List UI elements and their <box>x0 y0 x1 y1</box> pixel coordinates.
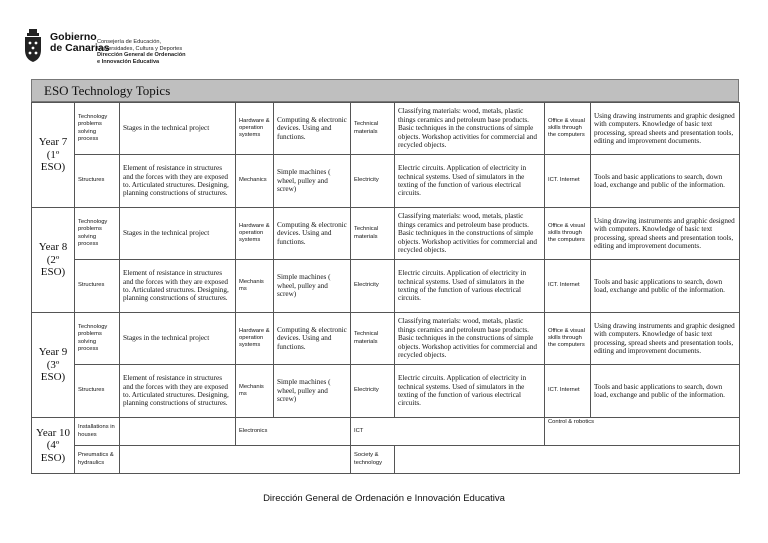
topic-cell: Installations in houses <box>75 418 120 446</box>
empty-cell <box>395 446 740 474</box>
topic-cell: ICT. Internet <box>545 365 591 418</box>
topic-cell: ICT. Internet <box>545 260 591 313</box>
description-cell: Electric circuits. Application of electricity in technical systems. Used of simulators in the texting of the function of various electrical circuits. <box>395 365 545 418</box>
topic-cell: Mechanis ms <box>236 260 274 313</box>
description-cell: Simple machines ( wheel, pulley and screw) <box>274 155 351 208</box>
table-row <box>32 208 740 260</box>
description-cell: Element of resistance in structures and the forces with they are exposed to. Articulated structures. Designing, planning constructions of structures. <box>120 365 236 418</box>
topic-cell: Electricity <box>351 365 395 418</box>
description-cell: Stages in the technical project <box>120 103 236 155</box>
description-cell: Using drawing instruments and graphic designed with computers. Knowledge of basic text processing, spread sheets and presentation tools, editing and improvement documents. <box>591 313 740 365</box>
topic-cell: Mechanics <box>236 155 274 208</box>
description-cell: Element of resistance in structures and the forces with they are exposed to. Articulated structures. Designing, planning constructions of structures. <box>120 260 236 313</box>
empty-cell <box>120 418 236 446</box>
topic-cell: Technology problems solving process <box>75 313 120 365</box>
table-row <box>32 365 740 418</box>
topic-cell: Hardware & operation systems <box>236 313 274 365</box>
topic-cell: Hardware & operation systems <box>236 103 274 155</box>
topic-cell: Technical materials <box>351 103 395 155</box>
topic-cell: Mechanis ms <box>236 365 274 418</box>
topic-cell: Society & technology <box>351 446 395 474</box>
topic-cell: Structures <box>75 260 120 313</box>
description-cell: Simple machines ( wheel, pulley and screw) <box>274 365 351 418</box>
topic-cell: Structures <box>75 365 120 418</box>
description-cell: Tools and basic applications to search, down load, exchange and public of the information. <box>591 260 740 313</box>
table-row <box>32 446 740 474</box>
description-cell: Classifying materials: wood, metals, plastic things ceramics and petroleum base products. Basic techniques in the constructions of simple objects. Workshop activities for commercial and recycled objects. <box>395 313 545 365</box>
description-cell: Simple machines ( wheel, pulley and screw) <box>274 260 351 313</box>
topic-cell: Office & visual skills through the computers <box>545 103 591 155</box>
topics-table <box>31 102 740 474</box>
description-cell: Stages in the technical project <box>120 313 236 365</box>
topic-cell: ICT <box>351 418 545 446</box>
topic-cell: Electricity <box>351 260 395 313</box>
description-cell: Stages in the technical project <box>120 208 236 260</box>
description-cell: Using drawing instruments and graphic designed with computers. Knowledge of basic text processing, spread sheets and presentation tools, editing and improvement documents. <box>591 208 740 260</box>
year-cell: Year 7 (1º ESO) <box>32 103 75 208</box>
description-cell: Computing & electronic devices. Using and functions. <box>274 313 351 365</box>
description-cell: Element of resistance in structures and the forces with they are exposed to. Articulated structures. Designing, planning constructions of structures. <box>120 155 236 208</box>
topic-cell: Hardware & operation systems <box>236 208 274 260</box>
year-cell: Year 9 (3º ESO) <box>32 313 75 418</box>
topic-cell: Office & visual skills through the computers <box>545 208 591 260</box>
page-title: ESO Technology Topics <box>31 79 739 102</box>
topic-cell: Technology problems solving process <box>75 208 120 260</box>
description-cell: Electric circuits. Application of electricity in technical systems. Used of simulators in the texting of the function of various electrical circuits. <box>395 155 545 208</box>
topic-cell: Control & robotics <box>545 418 740 446</box>
description-cell: Tools and basic applications to search, down load, exchange and public of the information. <box>591 155 740 208</box>
footer: Dirección General de Ordenación e Innovación Educativa <box>263 493 505 504</box>
description-cell: Classifying materials: wood, metals, plastic things ceramics and petroleum base products. Basic techniques in the constructions of simple objects. Workshop activities for commercial and recycled objects. <box>395 103 545 155</box>
year-cell: Year 10 (4º ESO) <box>32 418 75 474</box>
description-cell: Using drawing instruments and graphic designed with computers. Knowledge of basic text processing, spread sheets and presentation tools, editing and improvement documents. <box>591 103 740 155</box>
description-cell: Electric circuits. Application of electricity in technical systems. Used of simulators in the texting of the function of various electrical circuits. <box>395 260 545 313</box>
table-row <box>32 418 740 446</box>
description-cell: Tools and basic applications to search, down load, exchange and public of the information. <box>591 365 740 418</box>
year-cell: Year 8 (2º ESO) <box>32 208 75 313</box>
table-row <box>32 103 740 155</box>
empty-cell <box>120 446 351 474</box>
topic-cell: ICT. Internet <box>545 155 591 208</box>
description-cell: Computing & electronic devices. Using and functions. <box>274 208 351 260</box>
topic-cell: Technical materials <box>351 208 395 260</box>
topic-cell: Technical materials <box>351 313 395 365</box>
topic-cell: Office & visual skills through the computers <box>545 313 591 365</box>
department-name: Consejería de Educación, Universidades, Cultura y Deportes Dirección General de Ordenación e Innovación Educativa <box>97 39 186 65</box>
topic-cell: Technology problems solving process <box>75 103 120 155</box>
logo-text: Gobierno de Canarias <box>50 31 110 54</box>
table-row <box>32 260 740 313</box>
description-cell: Classifying materials: wood, metals, plastic things ceramics and petroleum base products. Basic techniques in the constructions of simple objects. Workshop activities for commercial and recycled objects. <box>395 208 545 260</box>
table-row <box>32 155 740 208</box>
topic-cell: Electricity <box>351 155 395 208</box>
table-row <box>32 313 740 365</box>
topic-cell: Structures <box>75 155 120 208</box>
coat-of-arms-icon <box>22 28 44 64</box>
description-cell: Computing & electronic devices. Using and functions. <box>274 103 351 155</box>
topic-cell: Pneumatics & hydraulics <box>75 446 120 474</box>
topic-cell: Electronics <box>236 418 351 446</box>
